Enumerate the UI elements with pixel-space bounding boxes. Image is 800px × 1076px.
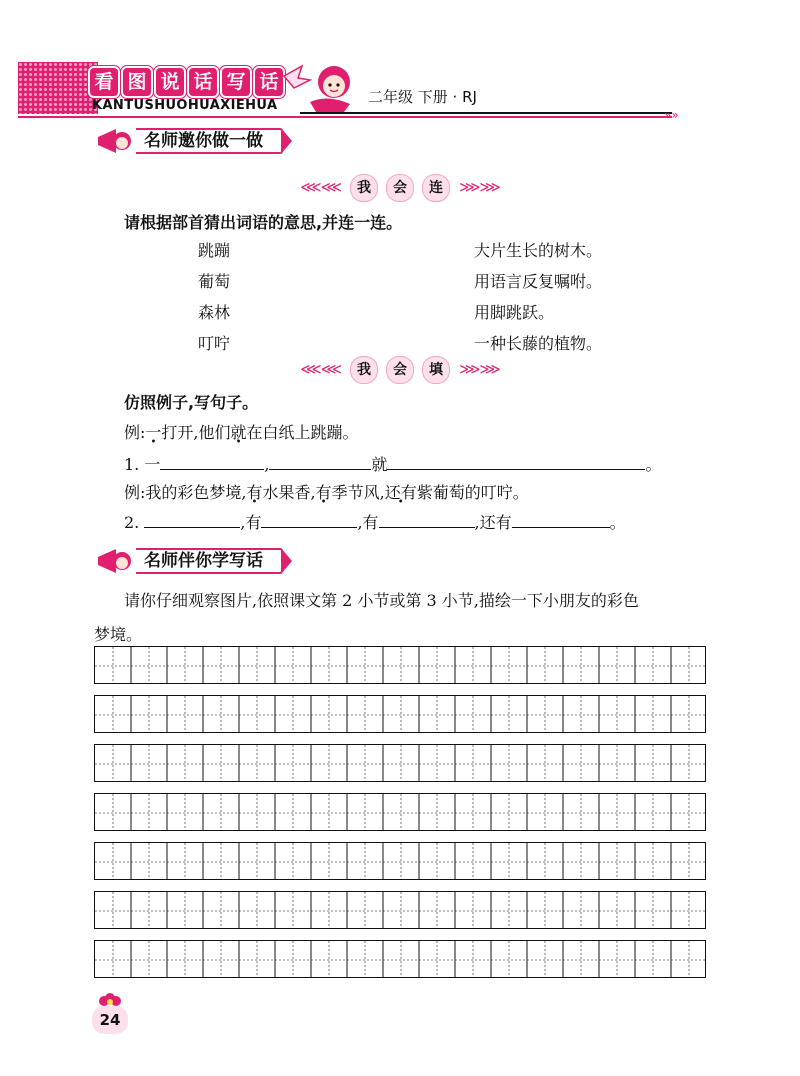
title-char: 话: [253, 66, 285, 98]
example-1: 例:一打开,他们就在白纸上跳蹦。: [124, 423, 359, 442]
writing-grid-row[interactable]: [94, 695, 706, 733]
writing-grid-row[interactable]: [94, 793, 706, 831]
match-instruction: 请根据部首猜出词语的意思,并连一连。: [124, 213, 403, 232]
match-right-item[interactable]: 用脚跳跃。: [474, 303, 555, 322]
writing-prompt-line1: 请你仔细观察图片,依照课文第 2 小节或第 3 小节,描绘一下小朋友的彩色: [124, 591, 639, 610]
subheader-match: ⋘⋘ 我 会 连 ⋙⋙: [0, 174, 800, 202]
match-right-item[interactable]: 大片生长的树木。: [474, 241, 603, 260]
header-rule: [300, 112, 672, 114]
writing-grid-row[interactable]: [94, 744, 706, 782]
grade-label: 二年级 下册 · RJ: [368, 88, 477, 106]
left-arrows-icon: ⋘⋘: [300, 178, 341, 196]
blank-input[interactable]: [144, 513, 240, 528]
series-pinyin: KANTUSHUOHUAXIEHUA: [92, 98, 278, 113]
right-arrows-icon: ⋙⋙: [459, 360, 500, 378]
writing-grid-row[interactable]: [94, 646, 706, 684]
writing-grid-row[interactable]: [94, 940, 706, 978]
title-char: 说: [154, 66, 186, 98]
header-pattern: [18, 62, 98, 114]
right-arrows-icon: ⋙⋙: [459, 178, 500, 196]
megaphone-mascot-icon: [96, 125, 136, 157]
header-arrows-icon: »»: [664, 108, 679, 122]
writing-prompt-line2: 梦境。: [94, 625, 143, 644]
blank-input[interactable]: [261, 513, 357, 528]
question-2: 2. ,有 ,有 ,还有 。: [124, 513, 626, 532]
title-char: 话: [187, 66, 219, 98]
writing-grid-row[interactable]: [94, 891, 706, 929]
section-title: 名师伴你学写话: [136, 548, 283, 574]
title-char: 写: [220, 66, 252, 98]
blank-input[interactable]: [387, 455, 645, 470]
fill-instruction: 仿照例子,写句子。: [124, 393, 259, 412]
match-left-item[interactable]: 葡萄: [198, 272, 231, 291]
match-left-item[interactable]: 叮咛: [198, 334, 231, 353]
match-right-item[interactable]: 用语言反复嘱咐。: [474, 272, 603, 291]
section-banner-2: [96, 548, 283, 574]
series-title: [88, 66, 285, 96]
megaphone-mascot-icon: [96, 545, 136, 577]
blank-input[interactable]: [379, 513, 475, 528]
section-banner-1: [96, 128, 283, 154]
writing-grid-row[interactable]: [94, 842, 706, 880]
blank-input[interactable]: [269, 455, 371, 470]
mascot-girl-icon: [280, 58, 360, 114]
blank-input[interactable]: [512, 513, 610, 528]
example-2: 例:我的彩色梦境,有水果香,有季节风,还有紫葡萄的叮咛。: [124, 483, 529, 502]
blank-input[interactable]: [160, 455, 264, 470]
match-left-item[interactable]: 跳蹦: [198, 241, 231, 260]
title-char: 图: [121, 66, 153, 98]
page-number: 24: [92, 1006, 128, 1034]
section-title: 名师邀你做一做: [136, 128, 283, 154]
subheader-fill: ⋘⋘ 我 会 填 ⋙⋙: [0, 356, 800, 384]
left-arrows-icon: ⋘⋘: [300, 360, 341, 378]
header-rule-accent: [18, 116, 672, 118]
question-1: 1. 一 , 就 。: [124, 455, 662, 474]
match-right-item[interactable]: 一种长藤的植物。: [474, 334, 603, 353]
match-left-item[interactable]: 森林: [198, 303, 231, 322]
title-char: 看: [88, 66, 120, 98]
